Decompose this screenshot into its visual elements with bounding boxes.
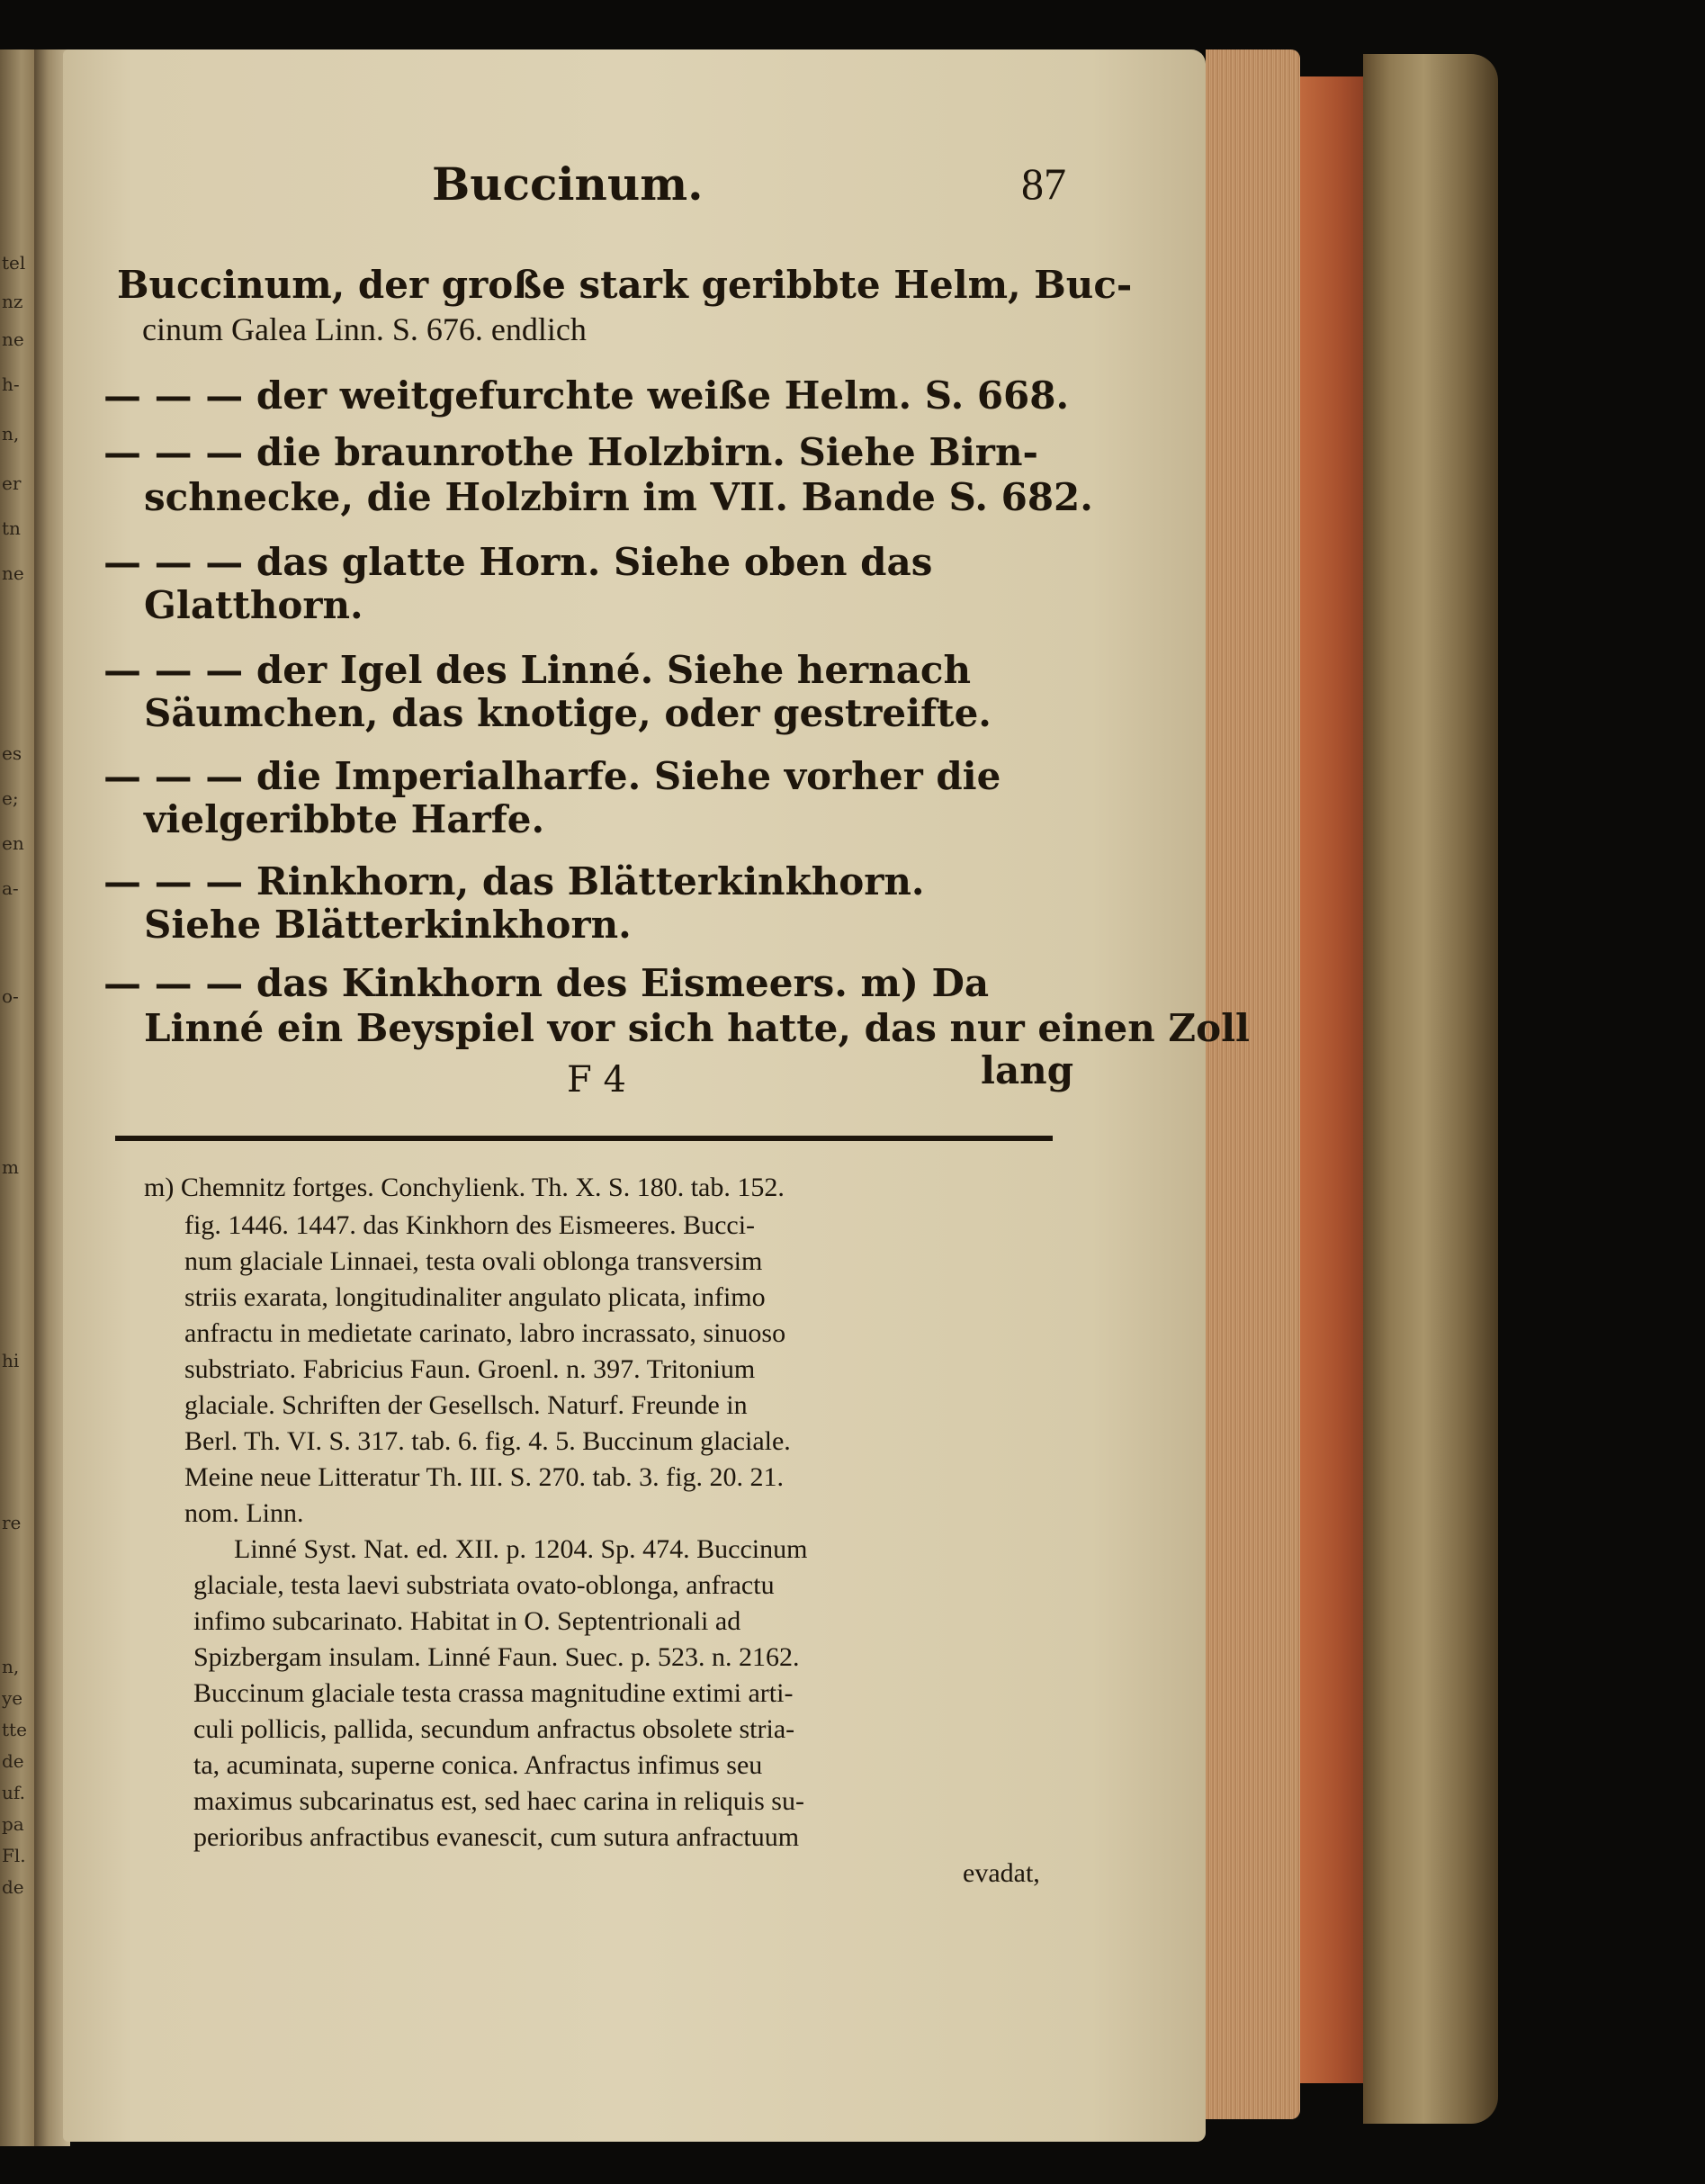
page-block-edges	[1206, 49, 1300, 2119]
footnote-line: fig. 1446. 1447. das Kinkhorn des Eismeeres. Bucci-	[184, 1210, 756, 1240]
edge-fragment: tel	[2, 252, 26, 274]
body-line: Linné ein Beyspiel vor sich hatte, das nur einen Zoll	[144, 1006, 1250, 1050]
edge-fragment: de	[2, 1750, 24, 1772]
body-line: cinum Galea Linn. S. 676. endlich	[142, 311, 587, 347]
body-line: — — — Rinkhorn, das Blätterkinkhorn.	[103, 859, 925, 903]
body-line: — — — der Igel des Linné. Siehe hernach	[103, 648, 972, 692]
left-page-edge	[0, 49, 36, 2146]
edge-fragment: de	[2, 1876, 24, 1898]
signature-mark: F 4	[567, 1059, 626, 1101]
edge-fragment: re	[2, 1512, 22, 1533]
body-line: Siehe Blätterkinkhorn.	[144, 903, 632, 947]
edge-fragment: m	[2, 1156, 19, 1178]
body-line: Säumchen, das knotige, oder gestreifte.	[144, 691, 992, 735]
body-line: Buccinum, der große stark geribbte Helm, Buc-	[117, 263, 1133, 307]
edge-fragment: uf.	[2, 1782, 25, 1803]
footnote-line: m) Chemnitz fortges. Conchylienk. Th. X. S. 180. tab. 152.	[144, 1173, 785, 1202]
edge-fragment: tte	[2, 1719, 27, 1740]
footnote-line: Buccinum glaciale testa crassa magnitudine extimi arti-	[193, 1678, 794, 1708]
edge-fragment: en	[2, 832, 24, 854]
edge-fragment: pa	[2, 1813, 24, 1835]
body-line: schnecke, die Holzbirn im VII. Bande S. 682.	[144, 475, 1093, 519]
page-number: 87	[1021, 158, 1066, 209]
footnote-line: glaciale. Schriften der Gesellsch. Naturf. Freunde in	[184, 1390, 748, 1420]
footnote-line: Berl. Th. VI. S. 317. tab. 6. fig. 4. 5. Buccinum glaciale.	[184, 1426, 791, 1456]
edge-fragment: es	[2, 742, 22, 764]
footnote-line: glaciale, testa laevi substriata ovato-oblonga, anfractu	[193, 1570, 775, 1600]
red-page-edge	[1300, 76, 1363, 2083]
edge-fragment: tn	[2, 517, 21, 539]
footnote-line: evadat,	[963, 1858, 1040, 1888]
edge-fragment: h-	[2, 373, 20, 395]
edge-fragment: hi	[2, 1350, 20, 1371]
edge-fragment: ne	[2, 328, 24, 350]
footnote-line: Meine neue Litteratur Th. III. S. 270. tab. 3. fig. 20. 21.	[184, 1462, 784, 1492]
footnote-line: num glaciale Linnaei, testa ovali oblonga transversim	[184, 1246, 763, 1276]
edge-fragment: nz	[2, 291, 23, 312]
footnote-line: culi pollicis, pallida, secundum anfractus obsolete stria-	[193, 1714, 795, 1744]
footnote-line: striis exarata, longitudinaliter angulato plicata, infimo	[184, 1282, 766, 1312]
footnote-line: Linné Syst. Nat. ed. XII. p. 1204. Sp. 474. Buccinum	[234, 1534, 808, 1564]
footnote-line: Spizbergam insulam. Linné Faun. Suec. p. 523. n. 2162.	[193, 1642, 800, 1672]
edge-fragment: a-	[2, 877, 19, 899]
edge-fragment: er	[2, 472, 22, 494]
footnote-line: ta, acuminata, superne conica. Anfractus infimus seu	[193, 1750, 763, 1780]
book-binding	[1363, 54, 1498, 2124]
footnote-rule	[115, 1136, 1053, 1141]
body-line: lang	[981, 1048, 1074, 1092]
body-line: — — — die braunrothe Holzbirn. Siehe Birn-	[103, 430, 1038, 474]
footnote-line: anfractu in medietate carinato, labro incrassato, sinuoso	[184, 1318, 786, 1348]
running-head: Buccinum.	[432, 157, 704, 211]
footnote-line: perioribus anfractibus evanescit, cum sutura anfractuum	[193, 1822, 800, 1852]
body-line: — — — die Imperialharfe. Siehe vorher die	[103, 754, 1001, 798]
edge-fragment: n,	[2, 1656, 20, 1677]
footnote-line: nom. Linn.	[184, 1498, 304, 1528]
edge-fragment: e;	[2, 787, 19, 809]
footnote-line: maximus subcarinatus est, sed haec carina in reliquis su-	[193, 1786, 804, 1816]
body-line: — — — der weitgefurchte weiße Helm. S. 668.	[103, 373, 1070, 418]
edge-fragment: n,	[2, 423, 20, 445]
edge-fragment: ye	[2, 1687, 23, 1709]
edge-fragment: Fl.	[2, 1845, 26, 1866]
body-line: — — — das glatte Horn. Siehe oben das	[103, 540, 933, 584]
edge-fragment: o-	[2, 985, 19, 1007]
footnote-line: infimo subcarinato. Habitat in O. Septentrionali ad	[193, 1606, 741, 1636]
edge-fragment: ne	[2, 562, 24, 584]
body-line: Glatthorn.	[144, 583, 363, 627]
footnote-line: substriato. Fabricius Faun. Groenl. n. 397. Tritonium	[184, 1354, 756, 1384]
body-line: — — — das Kinkhorn des Eismeers. m) Da	[103, 961, 990, 1005]
body-line: vielgeribbte Harfe.	[144, 797, 545, 841]
